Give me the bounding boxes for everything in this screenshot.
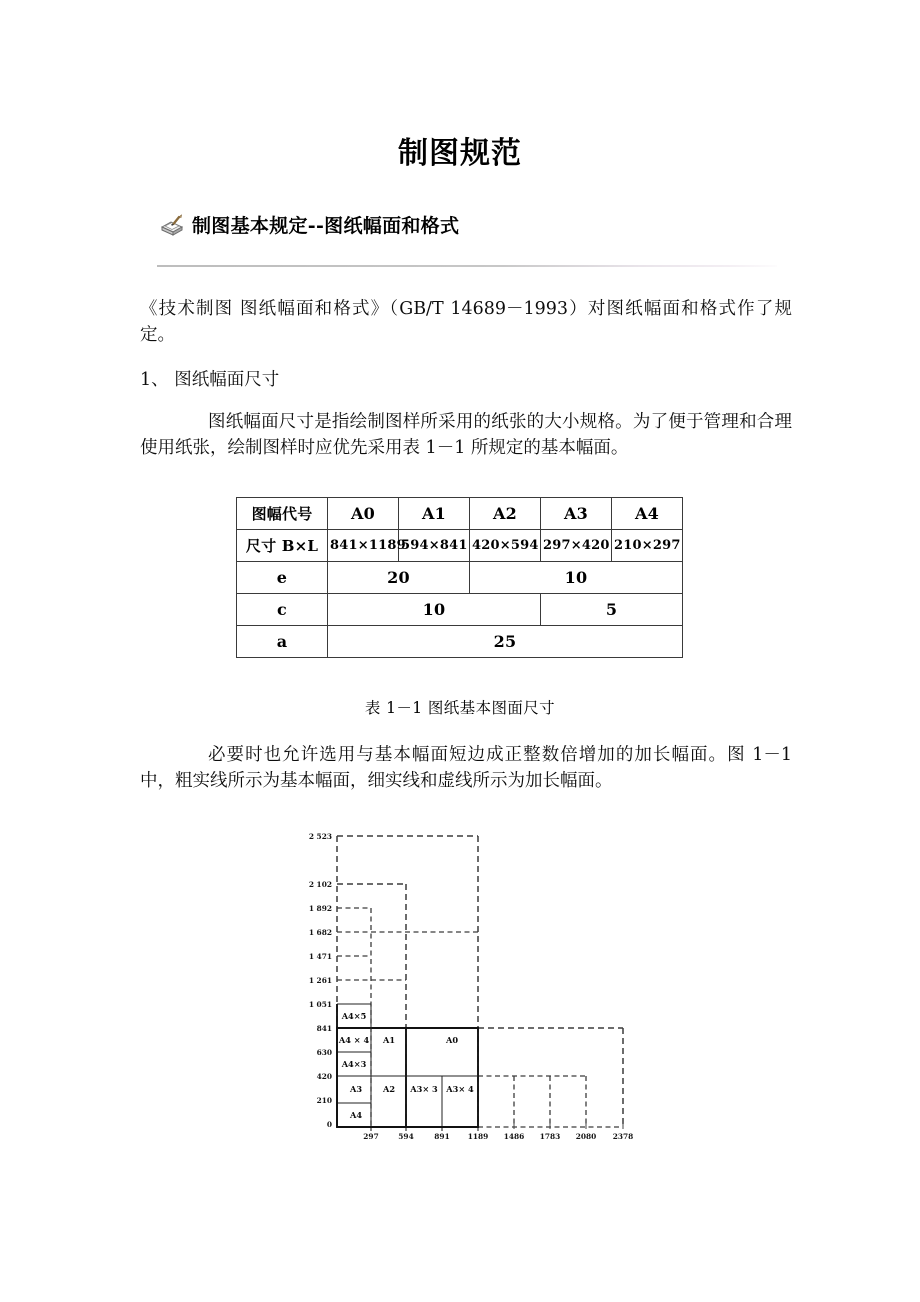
diagram-cell-label: A3 xyxy=(349,1084,363,1094)
section-heading xyxy=(160,211,459,238)
y-tick: 1 682 xyxy=(308,928,332,937)
diagram-cell-label: A4×5 xyxy=(341,1011,367,1021)
table-cell: A1 xyxy=(399,498,470,530)
table-cell: 尺寸 B×L xyxy=(237,530,328,562)
table-cell: 297×420 xyxy=(541,530,612,562)
x-tick: 891 xyxy=(434,1132,450,1141)
extended-format-outlines xyxy=(337,836,623,1127)
y-tick: 1 471 xyxy=(308,952,332,961)
table-row xyxy=(237,530,683,562)
diagram-cell-label: A4 xyxy=(349,1110,363,1120)
x-tick: 1189 xyxy=(467,1132,489,1141)
table-cell: 图幅代号 xyxy=(237,498,328,530)
paper-size-table xyxy=(236,497,683,658)
table-cell: 420×594 xyxy=(470,530,541,562)
axis-lines xyxy=(337,1004,623,1131)
paper-format-diagram xyxy=(282,824,648,1144)
x-tick: 297 xyxy=(363,1132,379,1141)
diagram-cell-label: A4 × 4 xyxy=(338,1035,370,1045)
diagram-cell-label: A0 xyxy=(445,1035,459,1045)
x-tick: 594 xyxy=(398,1132,414,1141)
y-tick: 2 102 xyxy=(308,880,332,889)
table-row xyxy=(237,562,683,594)
diagram-cell-label: A1 xyxy=(382,1035,396,1045)
table-cell: A3 xyxy=(541,498,612,530)
diagram-cell-label: A3× 3 xyxy=(410,1084,438,1094)
table-cell: A2 xyxy=(470,498,541,530)
y-tick: 210 xyxy=(316,1096,332,1105)
page-title: 制图规范 xyxy=(398,136,522,171)
y-axis-labels xyxy=(309,832,332,1129)
table-row xyxy=(237,498,683,530)
table-cell: A4 xyxy=(612,498,683,530)
table-cell: 20 xyxy=(328,562,470,594)
y-tick: 1 261 xyxy=(308,976,332,985)
y-tick: 630 xyxy=(316,1048,332,1057)
x-tick: 2080 xyxy=(575,1132,597,1141)
paragraph-item1-body: 图纸幅面尺寸是指绘制图样所采用的纸张的大小规格。为了便于管理和合理使用纸张，绘制图样时应优先采用表 1－1 所规定的基本幅面。 xyxy=(140,412,792,458)
table-row xyxy=(237,626,683,658)
table-cell: 210×297 xyxy=(612,530,683,562)
diagram-cell-label: A2 xyxy=(382,1084,396,1094)
diagram-svg xyxy=(282,824,648,1144)
y-tick: 420 xyxy=(316,1072,332,1081)
y-tick: 841 xyxy=(316,1024,332,1033)
table-cell: 10 xyxy=(470,562,683,594)
y-tick: 2 523 xyxy=(308,832,332,841)
paragraph-item1-title: 1、 图纸幅面尺寸 xyxy=(140,370,280,390)
table-cell: 25 xyxy=(328,626,683,658)
table-cell: 841×1189 xyxy=(328,530,399,562)
heading-divider xyxy=(157,265,777,267)
x-axis-labels xyxy=(363,1132,633,1141)
table-cell: 10 xyxy=(328,594,541,626)
x-tick: 1486 xyxy=(503,1132,525,1141)
table-row xyxy=(237,594,683,626)
section-heading-label: 制图基本规定--图纸幅面和格式 xyxy=(192,215,460,237)
y-tick: 0 xyxy=(326,1120,332,1129)
table-cell: 5 xyxy=(541,594,683,626)
diagram-cell-label: A3× 4 xyxy=(446,1084,474,1094)
diagram-cell-label: A4×3 xyxy=(341,1059,367,1069)
table-caption: 表 1－1 图纸基本图面尺寸 xyxy=(364,699,556,717)
table-cell: A0 xyxy=(328,498,399,530)
book-pencil-icon xyxy=(160,214,184,236)
table-cell: e xyxy=(237,562,328,594)
y-tick: 1 892 xyxy=(308,904,332,913)
x-tick: 1783 xyxy=(539,1132,561,1141)
paragraph-after-table: 必要时也允许选用与基本幅面短边成正整数倍增加的加长幅面。图 1－1 中，粗实线所示为基本幅面，细实线和虚线所示为加长幅面。 xyxy=(140,745,792,791)
x-tick: 2378 xyxy=(612,1132,634,1141)
paragraph-intro: 《技术制图 图纸幅面和格式》（GB/T 14689－1993）对图纸幅面和格式作了规定。 xyxy=(140,299,792,345)
y-tick: 1 051 xyxy=(308,1000,332,1009)
table-cell: a xyxy=(237,626,328,658)
table-cell: 594×841 xyxy=(399,530,470,562)
table-cell: c xyxy=(237,594,328,626)
